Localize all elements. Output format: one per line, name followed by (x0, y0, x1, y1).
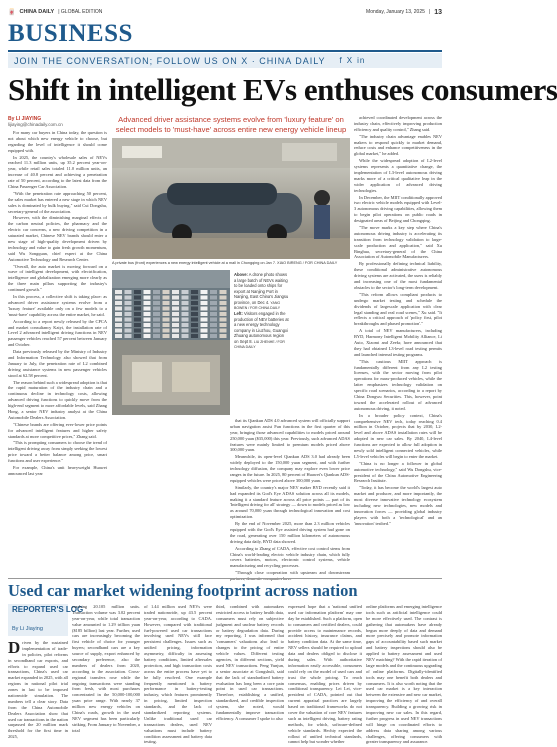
parked-car (153, 290, 160, 294)
parked-car (210, 323, 217, 327)
section-rule (8, 50, 442, 52)
parked-car (201, 307, 208, 311)
parked-car (182, 318, 189, 322)
parked-car (210, 318, 217, 322)
parked-car (153, 329, 160, 333)
parked-car (153, 323, 160, 327)
parked-car (163, 290, 170, 294)
parked-car (210, 296, 217, 300)
issue-date: Monday, January 13, 2025 (366, 9, 425, 15)
parked-car (182, 323, 189, 327)
parked-car (210, 329, 217, 333)
parked-car (125, 323, 132, 327)
parked-car (125, 290, 132, 294)
parked-car (134, 312, 141, 316)
parked-car (144, 301, 151, 305)
parked-car (201, 290, 208, 294)
parked-car (191, 301, 198, 305)
x-icon[interactable]: X (346, 56, 354, 65)
paragraph: In this process, a collective shift is taking place: as advanced driver assistance systems evolve from a 'luxury feature' available only on a few models to a 'must-have' capability across the entire market, he said. (8, 294, 107, 317)
parked-car (220, 301, 227, 305)
byline: By LI JIAYING (8, 116, 42, 122)
article-column-2-3 (230, 418, 350, 576)
parked-car (191, 290, 198, 294)
parked-car (134, 307, 141, 311)
paragraph: While the widespread adoption of L2-level systems represents a quantitative change, the implementation of L3-level autonomous driving marks more of a critical qualitative leap in the wider application of advanced driving technologies. (354, 158, 442, 193)
parked-car (172, 329, 179, 333)
parked-car (201, 312, 208, 316)
paragraph: "Through close cooperation with upstream and downstream (235, 570, 350, 576)
main-photo-caption: A private bus (front) experiences a new energy intelligent vehicle at a mall in Chongqing on Jan 7. XIAO BIRENG / FOR CHINA DAILY (112, 261, 338, 265)
main-photo (112, 138, 350, 259)
left-label: Left: (234, 311, 243, 317)
parked-car (144, 323, 151, 327)
story2-column-1 (8, 640, 68, 744)
parked-car (163, 296, 170, 300)
parked-car (153, 318, 160, 322)
drop-cap: D (8, 638, 21, 657)
parked-car (163, 334, 170, 338)
side-caption (234, 272, 289, 350)
paragraph: Similarly, the country's major NEV maker BYD recently said it had expanded its God's Eye ADAS solution across all its models, making it a standard feature across all price points — part of its 'Intelligent driving for all' strategy — down to models priced as low as around 70,000 yuan through technological innovation and cost optimization. (230, 484, 350, 520)
parked-car (134, 323, 141, 327)
paragraph: "Overall, the auto market is moving forward on a wave of intelligent development, with electrification, intelligence and globalization emerging more clearly as the three main pillars supporting the industry's continued growth." (8, 263, 107, 293)
mall-ev-photo (112, 138, 350, 259)
parked-car (220, 290, 227, 294)
paragraph: The reason behind such a widespread adoption is that the rapid maturation of the industry chain and a continuous decline in technology costs, allowing advanced driving functions to quickly move from the high-end segment to more affordable levels, said Zhang Hong, a senior NEV industry analyst at the China Automobile Dealers Association. (8, 379, 107, 420)
paragraph: By the end of November 2025, more than 2.3 million vehicles equipped with the God's Eye assisted driving system had gone on the road, generating over 150 million kilometers of autonomous driving data daily, BYD data showed. (230, 521, 350, 544)
social-icons (340, 56, 366, 65)
parked-car (163, 329, 170, 333)
paragraph: In 2025, the country's wholesale sales of NEVs reached 11.3 million units, up 35.2 percent year-on-year, while retail sales totaled 11.0 million units, an increase of 40.8 percent and achieving a penetration rate of 50 percent, according to the latest data from the China Passenger Car Association. (8, 154, 107, 190)
article-column-4 (354, 115, 442, 575)
parked-car (144, 312, 151, 316)
parked-car (125, 334, 132, 338)
paragraph: According to Zhang of CADA, effective cost control stems from China's world-leading electric vehicle industry chain, which fully covers batteries, motors, electronic control systems, vehicle manufacturing and recycling processes. (230, 545, 350, 569)
parked-car (115, 334, 122, 338)
port-photo (112, 270, 230, 415)
paragraph: Data previously released by the Ministry of Industry and Information Technology also showed that from January to July, the penetration rate of L2 combined driving assistance systems in new passenger vehicles stood at 62.58 percent. (8, 349, 107, 378)
social-banner (8, 53, 442, 68)
above-label: Above: (234, 272, 248, 277)
parked-car (172, 334, 179, 338)
parked-car (220, 307, 227, 311)
parked-car (134, 296, 141, 300)
parked-car (172, 318, 179, 322)
paragraph: In a broader policy context, China's comprehensive NEV tech, today reaching 0.4 million in October, projects that by 2030, L2-level and above ADAS installation rates will be adopted in new car sales. By 2040, L4-level functions are expected to allow full adoption in newly sold intelligent connected vehicles, while L5-level vehicles will begin to enter the market. (354, 412, 442, 459)
parked-car (172, 323, 179, 327)
parked-car (220, 329, 227, 333)
parked-car (210, 334, 217, 338)
parked-car (163, 307, 170, 311)
parked-car (191, 334, 198, 338)
parked-car (153, 334, 160, 338)
parked-car (182, 329, 189, 333)
parked-car (191, 307, 198, 311)
parked-car (153, 296, 160, 300)
parked-car (115, 323, 122, 327)
parked-car (172, 301, 179, 305)
parked-car (144, 296, 151, 300)
parked-car (191, 323, 198, 327)
parked-car (220, 334, 227, 338)
parked-car (172, 290, 179, 294)
story2-column-2: reaching 20.105 million units. Transaction volume was 3.02 percent year-on-year, while total transaction value amounted to 1.29 trillion yuan ($185 billion) last year. Further, used cars are increasingly becoming the first vehicle of choice for younger buyers; secondhand cars are a key source of supply, export enhanced by secondary preference, also the numbers of dealers from 2020, according to the association. Cross-regional transfers rose while the ongoing transactions were standing from fresh, with most purchases concentrated in the 50,000-100,000 yuan price range. With nearly 37 million new energy vehicles on China's roads, growth in the used NEV segment has been particularly striking. From January to November, a total (72, 604, 140, 733)
above-credit: YANG BOWEN / FOR CHINA DAILY (234, 300, 281, 311)
story2-col1-text: riven by the sustained implementation of trade-in policies, pilot reforms in secondhand car exports, and efforts to expand used car transactions, China's used car market expanded in 2025, with all regions in national pilot trial zones in last to be imposed nationwide simulation. The numbers tell a clear story. Data from the China Automobile Dealers Association show that used car transactions in the nation surpassed the 20 million mark threshold for the first time in 2025, (8, 640, 68, 740)
parked-car (115, 329, 122, 333)
parked-car (134, 334, 141, 338)
parked-car (163, 301, 170, 305)
parked-car (144, 318, 151, 322)
parked-car (125, 301, 132, 305)
linkedin-icon[interactable]: in (357, 56, 366, 65)
parked-car (125, 312, 132, 316)
parked-car (201, 301, 208, 305)
paragraph: "China is no longer a follower in global automotive technology," said Wu Dongshu, vice-president of the China Automotive Engineering Research Institute. (354, 460, 442, 484)
parked-car (210, 301, 217, 305)
parked-car (144, 329, 151, 333)
parked-car (144, 290, 151, 294)
page-number: 13 (434, 8, 442, 16)
parked-car (134, 301, 141, 305)
parked-car (125, 329, 132, 333)
parked-car (220, 323, 227, 327)
left-credit: LIU ZHENHE / FOR CHINA DAILY (234, 339, 285, 350)
byline-email: lijiaying@chinadaily.com.cn (8, 122, 63, 127)
paragraph: For many car buyers in China today, the question is not about which new energy vehicle to choose, but regarding the level of intelligence it should come equipped with. (8, 130, 107, 153)
paragraph: "Today, it has become the world's largest auto market and producer, and more importantly, the most diverse innovative technology ecosystem including new technologies, new models and innovation forces — providing global industry players with both a 'technological' and an 'innovation' testbed." (354, 485, 442, 526)
parked-car (182, 334, 189, 338)
parked-car (172, 307, 179, 311)
parked-car (134, 329, 141, 333)
paragraph: For example, China's unit heavyweight Huawei announced last year (8, 464, 107, 476)
dek: Advanced driver assistance systems evolve from 'luxury feature' on select models to 'must-have' across entire new energy vehicle lineup (115, 115, 347, 134)
parked-car (125, 307, 132, 311)
parked-car (210, 307, 217, 311)
parked-car (153, 307, 160, 311)
parked-car (182, 312, 189, 316)
parked-car (172, 296, 179, 300)
parked-car (153, 312, 160, 316)
paragraph: achieved coordinated development across the industry chain, effectively improving production efficiency and quality control," Zhang said. (354, 115, 442, 132)
paragraph: "This reform allows compliant products to undergo market testing and schedule the dividends of largescale application with clear legal standing and real road scenes," Xu said. "It reflects a critical approach of 'policy first, pilot breakthroughs and phased promotion'." (354, 291, 442, 327)
story2-column-5: expressed hope that a 'national unified used car information platform' may one day be established. Such a platform, open to consumers and certified dealers, could provide access to maintenance records, accident history, insurance claims, and battery condition data. At the same time, NEV sellers should be required to upload data and dealers obliged to disclose it during sales. With authoritative information easily accessible, consumers could rely on the model of used cars and trust the whole pricing. To reach consensus, enabling prices driven by conditional transparency. Lei Lei, vice-president of CADA, pointed out that current appraisal practices are largely based on traditional frameworks do not cover the valuation of core NEV features such as intelligent driving, battery rating methods, for which, software-defined vehicle standards. Hechiy expected the rollout of unified technical standards, cannot help but wonder whether (288, 604, 362, 745)
paragraph: According to a report newly released by the CPCA and market consultancy Kaiyi, the installation rate of Level 2 advanced intelligent driving functions in NEV passenger vehicles reached 57 percent between January and October. (8, 318, 107, 348)
parked-car (191, 312, 198, 316)
section-divider (8, 578, 442, 579)
parked-car (125, 318, 132, 322)
paragraph: In December, the MIIT conditionally approved two electric vehicle models equipped with Level-3 autonomous driving capabilities, allowing them to begin pilot operations on public roads in designated areas of Beijing and Chongqing. (354, 194, 442, 224)
parked-car (201, 296, 208, 300)
edition-label: | GLOBAL EDITION (58, 9, 103, 15)
paragraph: "This cautious MIIT approach is fundamentally different from any L2 testing licenses, with the sector moving from pilot operations for mass-produced vehicles, while the latter emphasizes technology validation on specific road scenarios, according to a report by China Dongwu Securities. This, however, point toward the accelerated rollout of advanced autonomous driving, it noted. (354, 358, 442, 411)
parked-car (115, 296, 122, 300)
parked-car (115, 307, 122, 311)
paragraph: "Chinese brands are offering ever-lower price points for advanced intelligent features and higher safety standards at more competitive prices," Zhang said. (8, 421, 107, 439)
parked-car (191, 329, 198, 333)
paragraph: "This is prompting consumers to choose the trend of intelligent driving away from simply seeking the lowest price toward a better balance among price, smart functions and user experience." (8, 440, 107, 464)
reporters-log-byline: By Li Jiaying (12, 626, 43, 632)
paragraph: By professionally defining technical liability, these conditional administrative autonomous driving systems are activated, the users is reliably and increasing one of the most fundamental obstacles to the sector's long-term development. (354, 261, 442, 290)
parked-car (172, 312, 179, 316)
social-banner-text: JOIN THE CONVERSATION; FOLLOW US ON X · CHINA DAILY (14, 55, 326, 66)
article-column-1 (8, 130, 107, 575)
china-daily-logo-icon: 🀄 (8, 9, 16, 16)
parked-car (201, 334, 208, 338)
parked-car (220, 296, 227, 300)
parked-car (163, 323, 170, 327)
paragraph: "The move marks a key step where China's autonomous driving industry is accelerating its transition from technology validation to large-scale production and application," said Xu Binghua, secretary-general of the China Association of Automobile Manufacturers. (354, 225, 442, 260)
story2-column-4: third, combined with automakers restricted access to battery health data, consumers must rely on subjective judgment and unclear battery records or battery degradation data. During my reporting, I was informed that 'consumers' valuations also lead to changes to the pricing of entire vehicle values. Different testing agencies, in different sections, yield used NEV transactions. Peng Yunjun, a senior associate at Gongshuli, said that the lack of standardized battery evaluation has long been a core pain point in used car transactions. Therefore, establishing a unified, standardized, and credible inspection system, she noted, would fundamentally improve transaction efficiency. A consumer I spoke to also (216, 604, 284, 721)
parked-car (210, 312, 217, 316)
left-caption-text: Visitors engaged in the production of NEV batteries at a new energy technology company in Liuzhou, Guangxi Zhuang autonomous region on Sept 8. (234, 311, 289, 344)
paragraph: "With the penetration rate approaching 50 percent, the sales market has entered a new stage in which NEV sales is dominated by bulk buying," said Cui Dongshu, secretary-general of the association. (8, 190, 107, 214)
parked-car (153, 301, 160, 305)
top-bar (8, 6, 442, 18)
parked-car (220, 318, 227, 322)
parked-car (144, 307, 151, 311)
parked-car (182, 290, 189, 294)
parked-car (125, 296, 132, 300)
parked-car (163, 312, 170, 316)
above-caption-text: A drone photo shows a large batch of NEVs waiting to be loaded onto ships for export at Nanjing Port in Nanjing, East China's Jiangsu province, on Dec 4. (234, 272, 289, 305)
story2-column-3: of 1.44 million used NEVs were traded nationwide, up 43.5 percent year-on-year, according to CADA. However, compared with traditional fuel-powered used car transactions involving used NEVs still face persistent challenges. Issues such as unified pricing, information asymmetry, difficulty in assessing battery conditions, limited aftersales protection, and high transaction costs across the entire process have yet to be fully resolved. One example frequently mentioned is battery performance in battery-testing industry, which features prominently in pricing, limited inspection standards, and the lack of standardized reporting systems. Unlike traditional used car transactions dealers, used NEV valuations must include battery condition assessment and battery data testing. (144, 604, 212, 745)
story2-column-6: online platforms and emerging intelligence tools such as artificial intelligence could be more effectively used. The contrast is gathering that automakers have already begun more deeply of data and demand more precisely and promote information gaps of accountability based such market and battery inspections should also be applied to battery assessment and used NEV matching? With the rapid iteration of large models and the continuous upgrading of online platforms. Digitally-identified tools may one benefit both dealers and consumers. It is also worth noting that the used car market is a key interaction between the extensive and new car market, improving the efficiency of and overall transparency. Building a growing risk in improving new car sales. In this regard, further progress in used NEV transactions will hinge on coordinated efforts to address data sharing among various challenges, offering consumers with greater transparency and assurance. (366, 604, 442, 745)
facebook-icon[interactable]: f (339, 56, 343, 65)
section-title: BUSINESS (8, 20, 133, 47)
parked-car (201, 318, 208, 322)
parked-car (182, 307, 189, 311)
parked-car (134, 290, 141, 294)
paragraph: However, with the diminishing marginal effects of the carbon neutral policies, the pharmacy and the electric car concerns, a new driving competition in a saturated market, Chinese NEV brands should enter a new stage of high-quality development driven by technology and value to gain fresh growth momentum, said Wu Songquan, chief expert at the China Automotive Technology and Research Center. (8, 215, 107, 262)
parked-car (201, 329, 208, 333)
parked-car (182, 296, 189, 300)
parked-car (191, 318, 198, 322)
parked-car (134, 318, 141, 322)
paragraph: that its Qiankun ADS 4.0 advanced system will officially support urban navigation assist Fun functions in the first quarter of this year, bringing those advanced capabilities to models priced around 250,000 yuan ($35,000) this year. Previously, such advanced ADAS features were mainly limited to premium models priced above 300,000 yuan. (230, 418, 350, 453)
parked-car (115, 290, 122, 294)
paragraph: Meanwhile, its open-level Qiankun ADS 3.0 had already been widely deployed to the 150,000 yuan segment, and with further technology diffusion, the company may explore even lower price ranges in the future. In 2025, 80 percent of Huawei's Qiankun ADS-equipped vehicles were priced above 300,000 yuan. (230, 454, 350, 483)
second-headline: Used car market widening footprint across nation (8, 581, 358, 600)
main-headline: Shift in intelligent EVs enthuses consumers (8, 72, 557, 107)
parked-car (115, 301, 122, 305)
port-cars-photo (112, 270, 230, 415)
brand-name: CHINA DAILY (19, 9, 55, 15)
divider: | (428, 9, 431, 15)
parked-car (115, 312, 122, 316)
parked-car (191, 296, 198, 300)
paragraph: A total of NEV manufacturers, including BYD, Harmony Intelligent Mobility Alliance, Li Auto, Xiaomi and Zeekr, have announced that they had obtained L3-level road testing permits and launched internal testing programs. (354, 328, 442, 357)
parked-car (115, 318, 122, 322)
reporters-log-label: REPORTER'S LOG (12, 605, 84, 614)
parked-car (210, 290, 217, 294)
parked-car (201, 323, 208, 327)
paragraph: "The industry chain advantage enables NEV makers to respond quickly to market demand, reduce costs and enhance competitiveness in the global market," he added. (354, 133, 442, 157)
parked-car (220, 312, 227, 316)
parked-car (163, 318, 170, 322)
parked-car (182, 301, 189, 305)
parked-car (144, 334, 151, 338)
